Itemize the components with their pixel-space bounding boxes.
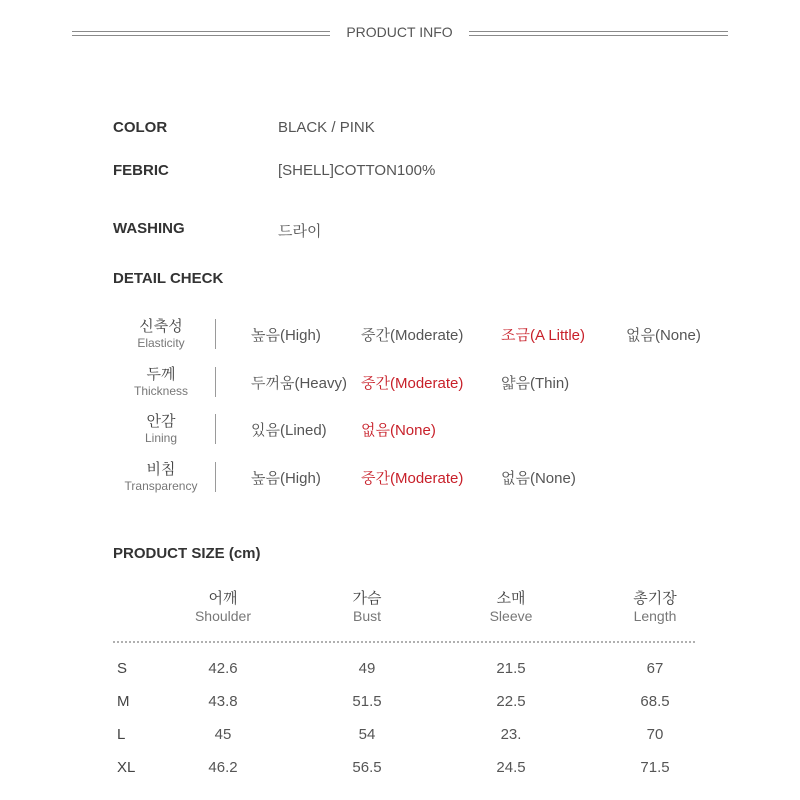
size-cell: 22.5 [496,693,526,710]
detail-label-ko: 신축성 [139,318,183,335]
fabric-label: FEBRIC [113,162,169,179]
detail-row-separator [215,367,216,397]
header-rule-left [72,31,330,36]
washing-value: 드라이 [278,223,322,240]
size-column-en: Length [633,608,677,624]
detail-label-en: Elasticity [137,336,185,350]
detail-row-separator [215,462,216,492]
color-label: COLOR [113,119,168,136]
size-column-ko: 어깨 [208,590,238,607]
size-cell: 46.2 [208,759,238,776]
detail-row-separator [215,414,216,444]
detail-row-label [110,366,212,399]
detail-row-label [110,413,212,446]
size-column-ko: 총기장 [633,590,677,607]
size-cell: 71.5 [640,759,670,776]
detail-option: 중간(Moderate) [361,327,464,344]
detail-option: 없음(None) [501,470,576,487]
detail-option: 높음(High) [251,327,321,344]
size-row-label: XL [117,759,136,776]
detail-check-title: DETAIL CHECK [113,270,224,287]
size-cell: 54 [358,726,376,743]
detail-option-selected: 없음(None) [361,422,436,439]
size-cell: 43.8 [208,693,238,710]
detail-row-label [110,318,212,351]
size-cell: 67 [646,660,664,677]
detail-option-selected: 조금(A Little) [501,327,585,344]
detail-option: 없음(None) [626,327,701,344]
size-column-header [307,590,427,625]
detail-label-en: Transparency [124,479,198,493]
fabric-value: [SHELL]COTTON100% [278,162,436,179]
size-column-header [451,590,571,625]
detail-option-selected: 중간(Moderate) [361,375,464,392]
color-value: BLACK / PINK [278,119,375,136]
size-table-divider [113,641,695,643]
detail-label-ko: 안감 [146,413,176,430]
header-rule-right [469,31,728,36]
page-title: PRODUCT INFO [346,24,453,40]
size-cell: 23. [500,726,522,743]
size-row-label: L [117,726,126,743]
detail-option: 얇음(Thin) [501,375,570,392]
size-cell: 45 [214,726,232,743]
detail-row-label [110,461,212,494]
size-cell: 24.5 [496,759,526,776]
size-column-header [163,590,283,625]
size-cell: 42.6 [208,660,238,677]
detail-row-separator [215,319,216,349]
size-column-en: Bust [352,608,381,624]
size-column-en: Sleeve [489,608,533,624]
size-cell: 51.5 [352,693,382,710]
detail-label-en: Lining [144,431,178,445]
detail-label-en: Thickness [133,384,189,398]
size-cell: 70 [646,726,664,743]
size-column-header [595,590,715,625]
detail-option: 높음(High) [251,470,321,487]
size-column-en: Shoulder [194,608,252,624]
washing-label: WASHING [113,220,185,237]
size-column-ko: 가슴 [352,590,382,607]
size-column-ko: 소매 [496,590,526,607]
detail-label-ko: 비침 [146,461,176,478]
detail-option: 있음(Lined) [251,422,327,439]
detail-option-selected: 중간(Moderate) [361,470,464,487]
size-row-label: M [117,693,130,710]
size-cell: 56.5 [352,759,382,776]
size-cell: 49 [358,660,376,677]
detail-option: 두꺼움(Heavy) [251,375,347,392]
product-size-title: PRODUCT SIZE (cm) [113,545,261,562]
size-cell: 68.5 [640,693,670,710]
size-cell: 21.5 [496,660,526,677]
detail-label-ko: 두께 [146,366,176,383]
size-row-label: S [117,660,128,677]
